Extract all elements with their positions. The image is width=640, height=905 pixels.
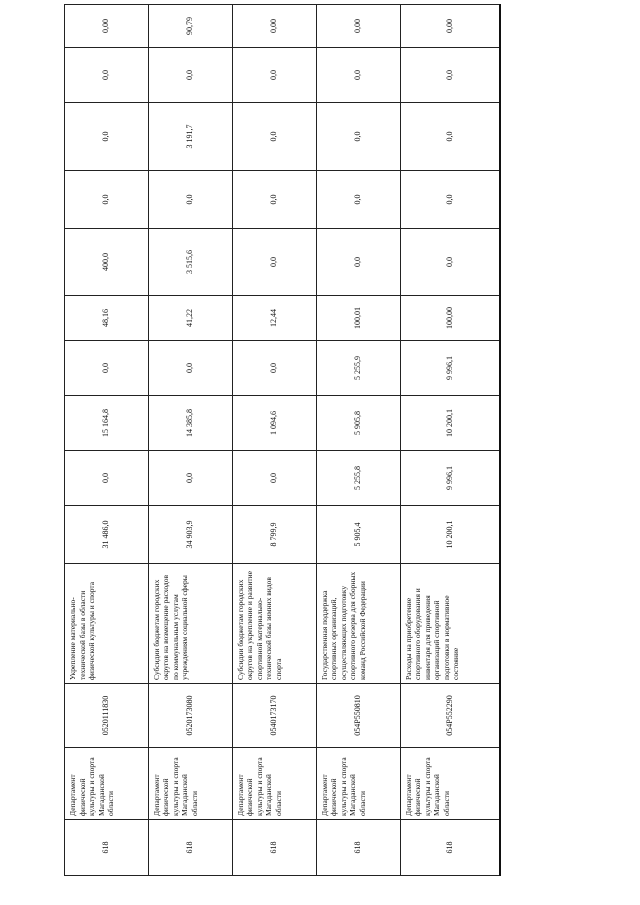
code-cell: 618 bbox=[148, 820, 232, 876]
value-cell: 0,0 bbox=[65, 451, 149, 506]
value-cell: 9 996,1 bbox=[400, 341, 500, 396]
percent-cell: 100,00 bbox=[400, 296, 500, 341]
value-cell: 5 255,8 bbox=[316, 451, 400, 506]
percent-cell: 90,79 bbox=[148, 5, 232, 48]
value-cell: 10 200,1 bbox=[400, 506, 500, 564]
code-cell: 618 bbox=[232, 820, 316, 876]
description-cell: Субсидии бюджетам городских округов на возмещение расходов по коммунальным услугам учреждениям социальной сферы bbox=[148, 564, 232, 684]
percent-cell: 0,00 bbox=[65, 5, 149, 48]
department-cell: Департамент физической культуры и спорта Магаданской области bbox=[400, 748, 500, 820]
value-cell: 3 191,7 bbox=[148, 103, 232, 171]
value-cell: 15 164,8 bbox=[65, 396, 149, 451]
value-cell: 0,0 bbox=[316, 229, 400, 296]
value-cell: 5 255,9 bbox=[316, 341, 400, 396]
department-cell: Департамент физической культуры и спорта Магаданской области bbox=[65, 748, 149, 820]
budget-table bbox=[64, 4, 501, 876]
table-row bbox=[400, 5, 500, 876]
value-cell: 0,0 bbox=[400, 103, 500, 171]
description-cell: Государственная поддержка спортивных организаций, осуществляющих подготовку спортивного резерва для сборных команд Российской Федерации bbox=[316, 564, 400, 684]
value-cell: 3 515,6 bbox=[148, 229, 232, 296]
value-cell: 0,0 bbox=[65, 341, 149, 396]
value-cell: 0,0 bbox=[232, 341, 316, 396]
value-cell: 0,0 bbox=[232, 229, 316, 296]
value-cell: 5 905,8 bbox=[316, 396, 400, 451]
value-cell: 9 996,1 bbox=[400, 451, 500, 506]
percent-cell: 100,01 bbox=[316, 296, 400, 341]
value-cell: 0,0 bbox=[316, 48, 400, 103]
value-cell: 0,0 bbox=[65, 103, 149, 171]
value-cell: 400,0 bbox=[65, 229, 149, 296]
value-cell: 0,0 bbox=[400, 171, 500, 229]
value-cell: 8 799,9 bbox=[232, 506, 316, 564]
code-cell: 618 bbox=[400, 820, 500, 876]
table-row bbox=[148, 5, 232, 876]
value-cell: 0,0 bbox=[232, 451, 316, 506]
code-cell: 618 bbox=[65, 820, 149, 876]
csr-cell: 0520111830 bbox=[65, 684, 149, 748]
percent-cell: 0,00 bbox=[400, 5, 500, 48]
table-row bbox=[65, 5, 149, 876]
percent-cell: 0,00 bbox=[232, 5, 316, 48]
value-cell: 31 486,0 bbox=[65, 506, 149, 564]
value-cell: 0,0 bbox=[148, 451, 232, 506]
value-cell: 0,0 bbox=[148, 341, 232, 396]
value-cell: 0,0 bbox=[148, 171, 232, 229]
table-row bbox=[232, 5, 316, 876]
value-cell: 0,0 bbox=[316, 171, 400, 229]
value-cell: 0,0 bbox=[65, 171, 149, 229]
percent-cell: 41,22 bbox=[148, 296, 232, 341]
value-cell: 0,0 bbox=[232, 103, 316, 171]
value-cell: 0,0 bbox=[232, 48, 316, 103]
value-cell: 0,0 bbox=[400, 48, 500, 103]
description-cell: Укрепление материально-технической базы в области физической культуры и спорта bbox=[65, 564, 149, 684]
department-cell: Департамент физической культуры и спорта Магаданской области bbox=[316, 748, 400, 820]
budget-table-rotated bbox=[64, 17, 501, 876]
value-cell: 0,0 bbox=[232, 171, 316, 229]
csr-cell: 054P550810 bbox=[316, 684, 400, 748]
percent-cell: 48,16 bbox=[65, 296, 149, 341]
code-cell: 618 bbox=[316, 820, 400, 876]
department-cell: Департамент физической культуры и спорта Магаданской области bbox=[232, 748, 316, 820]
csr-cell: 0540173170 bbox=[232, 684, 316, 748]
description-cell: Субсидии бюджетам городских округов на укрепление и развитие спортивной материально-технической базы зимних видов спорта bbox=[232, 564, 316, 684]
value-cell: 5 905,4 bbox=[316, 506, 400, 564]
value-cell: 0,0 bbox=[316, 103, 400, 171]
value-cell: 0,0 bbox=[400, 229, 500, 296]
percent-cell: 12,44 bbox=[232, 296, 316, 341]
csr-cell: 0520173080 bbox=[148, 684, 232, 748]
department-cell: Департамент физической культуры и спорта Магаданской области bbox=[148, 748, 232, 820]
table-row bbox=[316, 5, 400, 876]
csr-cell: 054P552290 bbox=[400, 684, 500, 748]
value-cell: 0,0 bbox=[65, 48, 149, 103]
value-cell: 34 903,9 bbox=[148, 506, 232, 564]
value-cell: 1 094,6 bbox=[232, 396, 316, 451]
value-cell: 0,0 bbox=[148, 48, 232, 103]
description-cell: Расходы на приобретение спортивного оборудования и инвентаря для приведения организаций спортивной подготовки в нормативное состояние bbox=[400, 564, 500, 684]
value-cell: 10 200,1 bbox=[400, 396, 500, 451]
value-cell: 14 385,8 bbox=[148, 396, 232, 451]
percent-cell: 0,00 bbox=[316, 5, 400, 48]
